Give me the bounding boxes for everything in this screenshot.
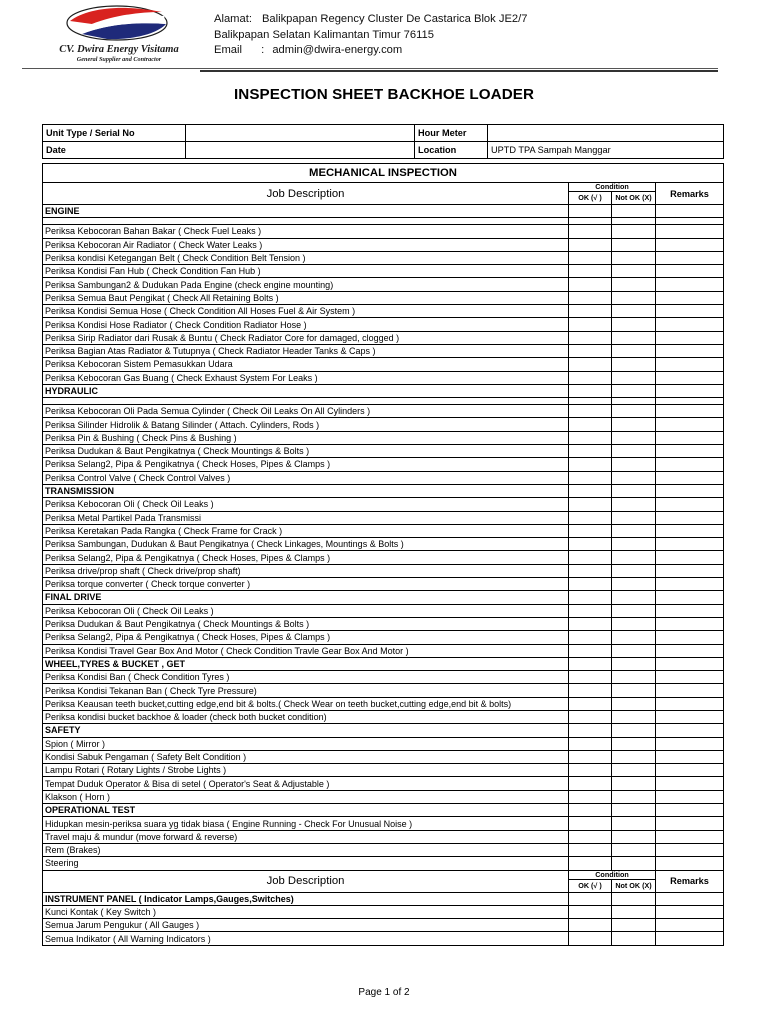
- remarks-cell[interactable]: [656, 671, 724, 684]
- remarks-cell[interactable]: [656, 445, 724, 458]
- inspection-item: Periksa Kondisi Semua Hose ( Check Condition All Hoses Fuel & Air System ): [43, 305, 569, 318]
- address-line-1: Balikpapan Regency Cluster De Castarica Blok JE2/7: [261, 13, 528, 25]
- location-field[interactable]: UPTD TPA Sampah Manggar: [488, 142, 724, 159]
- ok-checkbox-cell[interactable]: [569, 843, 612, 856]
- not-ok-checkbox-cell[interactable]: [612, 750, 656, 763]
- ok-checkbox-cell[interactable]: [569, 644, 612, 657]
- ok-checkbox-cell[interactable]: [569, 344, 612, 357]
- spacer-cell: [612, 218, 656, 225]
- section-remarks-cell: [656, 804, 724, 817]
- not-ok-checkbox-cell[interactable]: [612, 418, 656, 431]
- address-label: Alamat:: [214, 13, 252, 25]
- not-ok-checkbox-cell[interactable]: [612, 671, 656, 684]
- remarks-cell[interactable]: [656, 538, 724, 551]
- date-label: Date: [43, 142, 186, 159]
- inspection-item: Periksa Kebocoran Air Radiator ( Check Water Leaks ): [43, 238, 569, 251]
- ok-checkbox-cell[interactable]: [569, 265, 612, 278]
- inspection-item: Periksa Kondisi Tekanan Ban ( Check Tyre Pressure): [43, 684, 569, 697]
- not-ok-checkbox-cell[interactable]: [612, 737, 656, 750]
- ok-checkbox-cell[interactable]: [569, 538, 612, 551]
- not-ok-checkbox-cell[interactable]: [612, 790, 656, 803]
- ok-checkbox-cell[interactable]: [569, 932, 612, 945]
- section-ok-cell: [569, 205, 612, 218]
- inspection-item: Travel maju & mundur (move forward & reverse): [43, 830, 569, 843]
- inspection-item: Periksa kondisi Ketegangan Belt ( Check Condition Belt Tension ): [43, 251, 569, 264]
- remarks-cell[interactable]: [656, 458, 724, 471]
- inspection-item: Tempat Duduk Operator & Bisa di setel ( Operator's Seat & Adjustable ): [43, 777, 569, 790]
- not-ok-checkbox-cell[interactable]: [612, 511, 656, 524]
- remarks-cell[interactable]: [656, 617, 724, 630]
- not-ok-checkbox-cell[interactable]: [612, 238, 656, 251]
- not-ok-checkbox-cell[interactable]: [612, 344, 656, 357]
- inspection-item: Periksa drive/prop shaft ( Check drive/prop shaft): [43, 564, 569, 577]
- not-ok-checkbox-cell[interactable]: [612, 431, 656, 444]
- inspection-item: Periksa Selang2, Pipa & Pengikatnya ( Check Hoses, Pipes & Clamps ): [43, 458, 569, 471]
- remarks-cell[interactable]: [656, 790, 724, 803]
- inspection-item: Periksa Kondisi Travel Gear Box And Motor ( Check Condition Travle Gear Box And Motor ): [43, 644, 569, 657]
- ok-checkbox-cell[interactable]: [569, 564, 612, 577]
- spacer-cell: [656, 398, 724, 405]
- email-separator: :: [261, 44, 265, 56]
- remarks-cell[interactable]: [656, 471, 724, 484]
- not-ok-checkbox-cell[interactable]: [612, 697, 656, 710]
- remarks-cell[interactable]: [656, 405, 724, 418]
- ok-checkbox-cell[interactable]: [569, 919, 612, 932]
- condition-header: Condition: [569, 183, 656, 192]
- inspection-item: Periksa Silinder Hidrolik & Batang Silinder ( Attach. Cylinders, Rods ): [43, 418, 569, 431]
- company-logo: [44, 4, 194, 63]
- remarks-cell[interactable]: [656, 764, 724, 777]
- ok-checkbox-cell[interactable]: [569, 358, 612, 371]
- remarks-cell[interactable]: [656, 265, 724, 278]
- ok-checkbox-cell[interactable]: [569, 458, 612, 471]
- ok-checkbox-cell[interactable]: [569, 225, 612, 238]
- not-ok-checkbox-cell[interactable]: [612, 644, 656, 657]
- section-ok-cell: [569, 484, 612, 497]
- logo-emblem-icon: [62, 4, 172, 42]
- not-ok-checkbox-cell[interactable]: [612, 919, 656, 932]
- ok-checkbox-cell[interactable]: [569, 331, 612, 344]
- inspection-item: Hidupkan mesin-periksa suara yg tidak biasa ( Engine Running - Check For Unusual Noise ): [43, 817, 569, 830]
- remarks-cell[interactable]: [656, 905, 724, 918]
- ok-checkbox-cell[interactable]: [569, 697, 612, 710]
- location-label: Location: [415, 142, 488, 159]
- section-remarks-cell: [656, 205, 724, 218]
- ok-checkbox-cell[interactable]: [569, 551, 612, 564]
- remarks-cell[interactable]: [656, 684, 724, 697]
- remarks-cell[interactable]: [656, 251, 724, 264]
- inspection-item: Lampu Rotari ( Rotary Lights / Strobe Lights ): [43, 764, 569, 777]
- inspection-item: Periksa Dudukan & Baut Pengikatnya ( Check Mountings & Bolts ): [43, 445, 569, 458]
- not-ok-checkbox-cell[interactable]: [612, 684, 656, 697]
- company-tagline: General Supplier and Contractor: [76, 56, 162, 63]
- not-ok-checkbox-cell[interactable]: [612, 857, 656, 870]
- header-divider: [22, 68, 718, 69]
- section-title: WHEEL,TYRES & BUCKET , GET: [43, 657, 569, 670]
- remarks-cell[interactable]: [656, 511, 724, 524]
- inspection-item: Periksa torque converter ( Check torque converter ): [43, 578, 569, 591]
- not-ok-checkbox-cell[interactable]: [612, 305, 656, 318]
- not-ok-header-2: Not OK (X): [612, 879, 656, 892]
- not-ok-checkbox-cell[interactable]: [612, 777, 656, 790]
- ok-checkbox-cell[interactable]: [569, 471, 612, 484]
- ok-checkbox-cell[interactable]: [569, 278, 612, 291]
- section-notok-cell: [612, 591, 656, 604]
- ok-checkbox-cell[interactable]: [569, 857, 612, 870]
- not-ok-checkbox-cell[interactable]: [612, 278, 656, 291]
- inspection-item: Periksa Kondisi Fan Hub ( Check Condition Fan Hub ): [43, 265, 569, 278]
- email-label: Email: [214, 44, 242, 56]
- ok-checkbox-cell[interactable]: [569, 445, 612, 458]
- job-description-header-2: Job Description: [43, 870, 569, 892]
- not-ok-checkbox-cell[interactable]: [612, 817, 656, 830]
- remarks-cell[interactable]: [656, 919, 724, 932]
- not-ok-checkbox-cell[interactable]: [612, 524, 656, 537]
- section-ok-cell: [569, 591, 612, 604]
- ok-checkbox-cell[interactable]: [569, 737, 612, 750]
- not-ok-checkbox-cell[interactable]: [612, 358, 656, 371]
- hour-meter-label: Hour Meter: [415, 125, 488, 142]
- inspection-item: Spion ( Mirror ): [43, 737, 569, 750]
- section-notok-cell: [612, 804, 656, 817]
- not-ok-checkbox-cell[interactable]: [612, 331, 656, 344]
- remarks-cell[interactable]: [656, 291, 724, 304]
- ok-checkbox-cell[interactable]: [569, 684, 612, 697]
- remarks-cell[interactable]: [656, 830, 724, 843]
- ok-checkbox-cell[interactable]: [569, 431, 612, 444]
- section-ok-cell: [569, 892, 612, 905]
- not-ok-checkbox-cell[interactable]: [612, 843, 656, 856]
- not-ok-checkbox-cell[interactable]: [612, 471, 656, 484]
- spacer-cell: [612, 398, 656, 405]
- inspection-item: Periksa Kebocoran Sistem Pemasukkan Udara: [43, 358, 569, 371]
- section-remarks-cell: [656, 484, 724, 497]
- inspection-item: Periksa Kebocoran Oli ( Check Oil Leaks ): [43, 604, 569, 617]
- section-remarks-cell: [656, 724, 724, 737]
- section-title: SAFETY: [43, 724, 569, 737]
- remarks-cell[interactable]: [656, 750, 724, 763]
- section-notok-cell: [612, 724, 656, 737]
- remarks-cell[interactable]: [656, 358, 724, 371]
- ok-checkbox-cell[interactable]: [569, 710, 612, 723]
- remarks-cell[interactable]: [656, 318, 724, 331]
- address-row-1: [214, 12, 527, 28]
- remarks-cell[interactable]: [656, 431, 724, 444]
- section-spacer: [43, 218, 569, 225]
- not-ok-checkbox-cell[interactable]: [612, 551, 656, 564]
- not-ok-checkbox-cell[interactable]: [612, 251, 656, 264]
- inspection-item: Semua Indikator ( All Warning Indicators ): [43, 932, 569, 945]
- inspection-item: Periksa Kondisi Ban ( Check Condition Tyres ): [43, 671, 569, 684]
- remarks-cell[interactable]: [656, 932, 724, 945]
- remarks-cell[interactable]: [656, 631, 724, 644]
- section-title: ENGINE: [43, 205, 569, 218]
- ok-checkbox-cell[interactable]: [569, 578, 612, 591]
- not-ok-checkbox-cell[interactable]: [612, 225, 656, 238]
- ok-header: OK (√ ): [569, 192, 612, 205]
- not-ok-checkbox-cell[interactable]: [612, 265, 656, 278]
- remarks-cell[interactable]: [656, 278, 724, 291]
- not-ok-checkbox-cell[interactable]: [612, 371, 656, 384]
- remarks-cell[interactable]: [656, 371, 724, 384]
- header-divider-thick: [200, 70, 718, 72]
- ok-checkbox-cell[interactable]: [569, 524, 612, 537]
- inspection-item: Periksa Keausan teeth bucket,cutting edge,end bit & bolts.( Check Wear on teeth bucket,cutting edge,end bit & bolts): [43, 697, 569, 710]
- section-notok-cell: [612, 205, 656, 218]
- job-description-header: Job Description: [43, 183, 569, 205]
- inspection-item: Periksa Selang2, Pipa & Pengikatnya ( Check Hoses, Pipes & Clamps ): [43, 631, 569, 644]
- page-number: Page 1 of 2: [358, 987, 410, 998]
- inspection-item: Kondisi Sabuk Pengaman ( Safety Belt Condition ): [43, 750, 569, 763]
- inspection-table: [42, 163, 724, 946]
- not-ok-checkbox-cell[interactable]: [612, 631, 656, 644]
- remarks-cell[interactable]: [656, 697, 724, 710]
- inspection-item: Periksa Kebocoran Oli ( Check Oil Leaks ): [43, 498, 569, 511]
- ok-checkbox-cell[interactable]: [569, 238, 612, 251]
- section-ok-cell: [569, 724, 612, 737]
- ok-header-2: OK (√ ): [569, 879, 612, 892]
- ok-checkbox-cell[interactable]: [569, 291, 612, 304]
- not-ok-checkbox-cell[interactable]: [612, 564, 656, 577]
- section-remarks-cell: [656, 657, 724, 670]
- ok-checkbox-cell[interactable]: [569, 777, 612, 790]
- inspection-item: Periksa kondisi bucket backhoe & loader (check both bucket condition): [43, 710, 569, 723]
- inspection-item: Steering: [43, 857, 569, 870]
- ok-checkbox-cell[interactable]: [569, 498, 612, 511]
- unit-type-label: Unit Type / Serial No: [43, 125, 186, 142]
- remarks-cell[interactable]: [656, 737, 724, 750]
- remarks-cell[interactable]: [656, 710, 724, 723]
- section-notok-cell: [612, 384, 656, 397]
- section-notok-cell: [612, 484, 656, 497]
- section-title: TRANSMISSION: [43, 484, 569, 497]
- ok-checkbox-cell[interactable]: [569, 905, 612, 918]
- section-spacer: [43, 398, 569, 405]
- inspection-item: Rem (Brakes): [43, 843, 569, 856]
- address-line-2: Balikpapan Selatan Kalimantan Timur 76115: [214, 28, 434, 41]
- section-ok-cell: [569, 804, 612, 817]
- ok-checkbox-cell[interactable]: [569, 418, 612, 431]
- not-ok-checkbox-cell[interactable]: [612, 617, 656, 630]
- inspection-item: Periksa Sambungan, Dudukan & Baut Pengikatnya ( Check Linkages, Mountings & Bolts ): [43, 538, 569, 551]
- not-ok-checkbox-cell[interactable]: [612, 604, 656, 617]
- inspection-item: Periksa Kebocoran Bahan Bakar ( Check Fuel Leaks ): [43, 225, 569, 238]
- ok-checkbox-cell[interactable]: [569, 617, 612, 630]
- not-ok-checkbox-cell[interactable]: [612, 905, 656, 918]
- not-ok-checkbox-cell[interactable]: [612, 318, 656, 331]
- remarks-cell[interactable]: [656, 564, 724, 577]
- section-remarks-cell: [656, 591, 724, 604]
- not-ok-checkbox-cell[interactable]: [612, 578, 656, 591]
- date-field[interactable]: [186, 142, 415, 159]
- remarks-cell[interactable]: [656, 498, 724, 511]
- not-ok-checkbox-cell[interactable]: [612, 764, 656, 777]
- not-ok-checkbox-cell[interactable]: [612, 405, 656, 418]
- spacer-cell: [569, 398, 612, 405]
- not-ok-header: Not OK (X): [612, 192, 656, 205]
- section-title: HYDRAULIC: [43, 384, 569, 397]
- section-notok-cell: [612, 892, 656, 905]
- remarks-cell[interactable]: [656, 418, 724, 431]
- inspection-item: Periksa Control Valve ( Check Control Valves ): [43, 471, 569, 484]
- ok-checkbox-cell[interactable]: [569, 251, 612, 264]
- remarks-cell[interactable]: [656, 225, 724, 238]
- not-ok-checkbox-cell[interactable]: [612, 498, 656, 511]
- ok-checkbox-cell[interactable]: [569, 318, 612, 331]
- ok-checkbox-cell[interactable]: [569, 817, 612, 830]
- remarks-cell[interactable]: [656, 578, 724, 591]
- inspection-item: Periksa Sirip Radiator dari Rusak & Buntu ( Check Radiator Core for damaged, clogged ): [43, 331, 569, 344]
- inspection-item: Periksa Kebocoran Gas Buang ( Check Exhaust System For Leaks ): [43, 371, 569, 384]
- remarks-header: Remarks: [656, 183, 724, 205]
- section-ok-cell: [569, 384, 612, 397]
- section-notok-cell: [612, 657, 656, 670]
- ok-checkbox-cell[interactable]: [569, 671, 612, 684]
- inspection-item: Periksa Sambungan2 & Dudukan Pada Engine (check engine mounting): [43, 278, 569, 291]
- email-value: admin@dwira-energy.com: [272, 44, 403, 56]
- document-title: INSPECTION SHEET BACKHOE LOADER: [233, 86, 535, 103]
- remarks-cell[interactable]: [656, 857, 724, 870]
- unit-info-table: [42, 124, 724, 159]
- remarks-cell[interactable]: [656, 551, 724, 564]
- ok-checkbox-cell[interactable]: [569, 511, 612, 524]
- inspection-item: Kunci Kontak ( Key Switch ): [43, 905, 569, 918]
- ok-checkbox-cell[interactable]: [569, 830, 612, 843]
- remarks-cell[interactable]: [656, 817, 724, 830]
- remarks-header-2: Remarks: [656, 870, 724, 892]
- hour-meter-field[interactable]: [488, 125, 724, 142]
- not-ok-checkbox-cell[interactable]: [612, 291, 656, 304]
- remarks-cell[interactable]: [656, 344, 724, 357]
- remarks-cell[interactable]: [656, 777, 724, 790]
- remarks-cell[interactable]: [656, 644, 724, 657]
- section-title: FINAL DRIVE: [43, 591, 569, 604]
- company-name: CV. Dwira Energy Visitama: [59, 44, 179, 55]
- not-ok-checkbox-cell[interactable]: [612, 932, 656, 945]
- section-remarks-cell: [656, 384, 724, 397]
- condition-header-2: Condition: [569, 870, 656, 879]
- section-title: OPERATIONAL TEST: [43, 804, 569, 817]
- email-row: [214, 43, 527, 59]
- address-block: [214, 12, 527, 59]
- inspection-item: Periksa Kondisi Hose Radiator ( Check Condition Radiator Hose ): [43, 318, 569, 331]
- section-remarks-cell: [656, 892, 724, 905]
- remarks-cell[interactable]: [656, 238, 724, 251]
- inspection-item: Periksa Dudukan & Baut Pengikatnya ( Check Mountings & Bolts ): [43, 617, 569, 630]
- not-ok-checkbox-cell[interactable]: [612, 458, 656, 471]
- unit-type-field[interactable]: [186, 125, 415, 142]
- ok-checkbox-cell[interactable]: [569, 604, 612, 617]
- spacer-cell: [569, 218, 612, 225]
- ok-checkbox-cell[interactable]: [569, 790, 612, 803]
- inspection-item: Periksa Kebocoran Oli Pada Semua Cylinder ( Check Oil Leaks On All Cylinders ): [43, 405, 569, 418]
- not-ok-checkbox-cell[interactable]: [612, 445, 656, 458]
- not-ok-checkbox-cell[interactable]: [612, 830, 656, 843]
- inspection-item: Periksa Bagian Atas Radiator & Tutupnya ( Check Radiator Header Tanks & Caps ): [43, 344, 569, 357]
- inspection-item: Periksa Metal Partikel Pada Transmissi: [43, 511, 569, 524]
- section-title: INSTRUMENT PANEL ( Indicator Lamps,Gauges,Switches): [43, 892, 569, 905]
- ok-checkbox-cell[interactable]: [569, 371, 612, 384]
- inspection-item: Klakson ( Horn ): [43, 790, 569, 803]
- inspection-item: Periksa Keretakan Pada Rangka ( Check Frame for Crack ): [43, 524, 569, 537]
- ok-checkbox-cell[interactable]: [569, 750, 612, 763]
- mechanical-inspection-heading: MECHANICAL INSPECTION: [43, 164, 724, 183]
- inspection-item: Periksa Pin & Bushing ( Check Pins & Bushing ): [43, 431, 569, 444]
- spacer-cell: [656, 218, 724, 225]
- remarks-cell[interactable]: [656, 305, 724, 318]
- inspection-item: Semua Jarum Pengukur ( All Gauges ): [43, 919, 569, 932]
- not-ok-checkbox-cell[interactable]: [612, 710, 656, 723]
- not-ok-checkbox-cell[interactable]: [612, 538, 656, 551]
- remarks-cell[interactable]: [656, 604, 724, 617]
- remarks-cell[interactable]: [656, 331, 724, 344]
- ok-checkbox-cell[interactable]: [569, 631, 612, 644]
- ok-checkbox-cell[interactable]: [569, 405, 612, 418]
- ok-checkbox-cell[interactable]: [569, 764, 612, 777]
- ok-checkbox-cell[interactable]: [569, 305, 612, 318]
- remarks-cell[interactable]: [656, 524, 724, 537]
- inspection-item: Periksa Semua Baut Pengikat ( Check All Retaining Bolts ): [43, 291, 569, 304]
- inspection-item: Periksa Selang2, Pipa & Pengikatnya ( Check Hoses, Pipes & Clamps ): [43, 551, 569, 564]
- section-ok-cell: [569, 657, 612, 670]
- remarks-cell[interactable]: [656, 843, 724, 856]
